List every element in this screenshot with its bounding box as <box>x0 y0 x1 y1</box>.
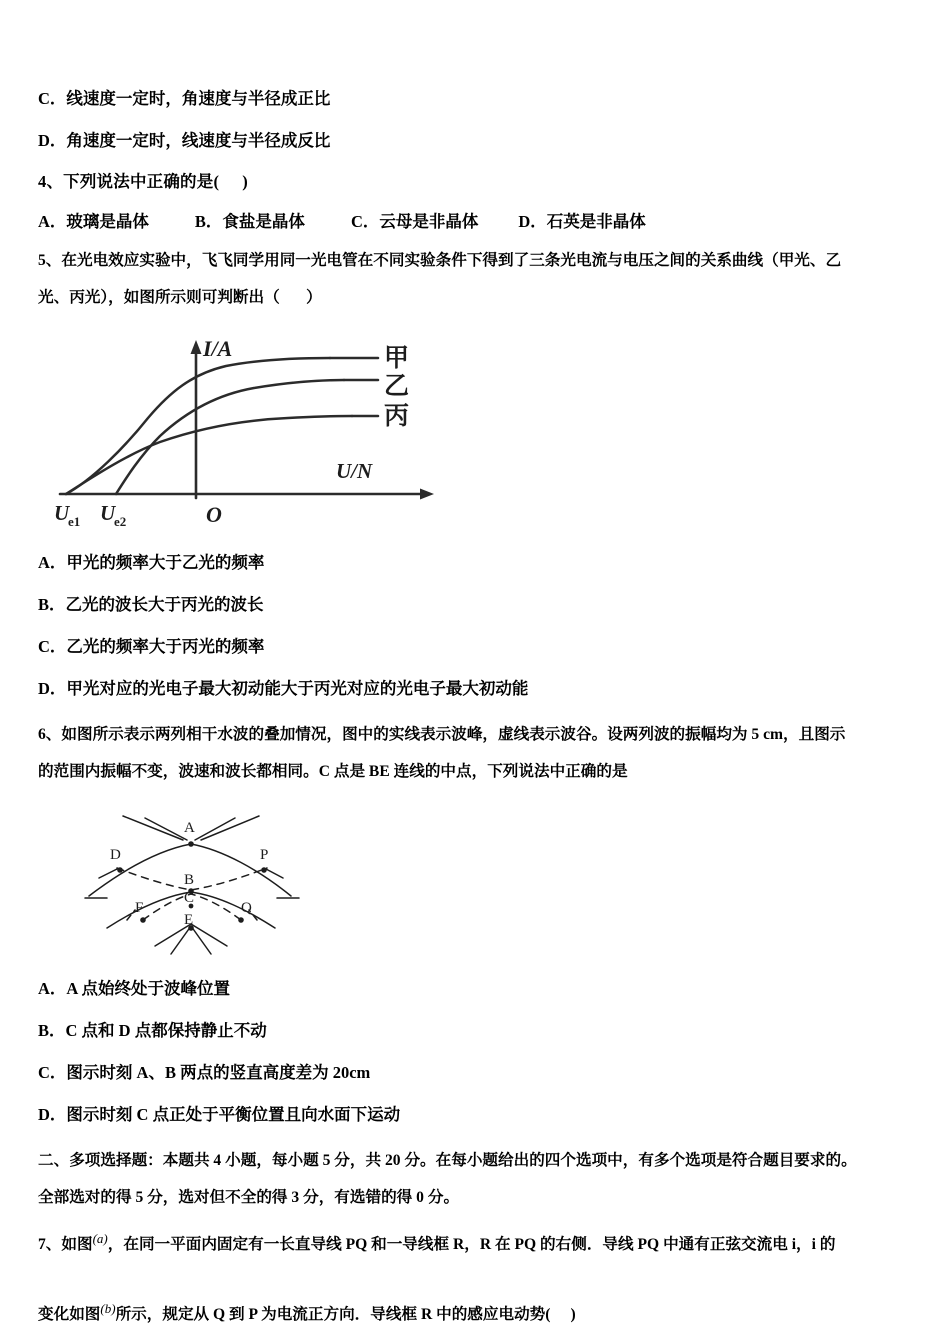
photoelectric-current-voltage-graph <box>48 330 468 535</box>
q4-answer-blank <box>219 172 242 191</box>
curve-label-bing: 丙 <box>384 403 410 430</box>
q4-option-a: A．玻璃是晶体 <box>38 212 149 231</box>
q5-stem-line2-text: 光、丙光），如图所示则可判断出（ <box>38 289 280 306</box>
arc-tick-left-d <box>99 869 117 878</box>
q4-option-b: B．食盐是晶体 <box>194 212 305 231</box>
point-label-p: P <box>260 847 269 863</box>
q5-figure-wrap <box>38 330 916 542</box>
q6-option-b: B．C 点和 D 点都保持静止不动 <box>38 1021 267 1040</box>
q7-line2-part-a: 变化如图 <box>38 1306 101 1324</box>
stop-voltage-2-label: U <box>100 501 116 525</box>
point-dot-p <box>261 867 267 873</box>
q7-answer-blank-close: ) <box>570 1306 577 1324</box>
q6-figure-wrap <box>38 800 916 968</box>
q7-line2-part-b: 所示，规定从 Q 到 P 为电流正方向．导线框 R 中的感应电动势 <box>115 1306 546 1324</box>
point-label-e: E <box>184 912 194 928</box>
q4-stem-text: 4、下列说法中正确的是( <box>38 172 220 191</box>
q4-options <box>38 202 916 242</box>
arc-tick-top-left2 <box>123 816 183 840</box>
q7-figure-ref-a: (a) <box>92 1231 108 1246</box>
stop-voltage-2-sub: e2 <box>114 514 127 529</box>
q4-stem <box>38 162 916 202</box>
x-axis-arrow <box>420 489 434 500</box>
q4-stem-close: ) <box>242 172 248 191</box>
q6-option-d: D．图示时刻 C 点正处于平衡位置且向水面下运动 <box>38 1105 401 1124</box>
q7-line1-part-b: ，在同一平面内固定有一长直导线 PQ 和一导线框 R，R 在 PQ 的右侧．导线 PQ 中通有正弦交流电 i，i 的 <box>107 1236 836 1254</box>
point-label-b: B <box>184 872 195 888</box>
arc-tick-right-p <box>266 869 283 878</box>
q5-answer-blank <box>280 289 306 306</box>
q5-option-b: B．乙光的波长大于丙光的波长 <box>38 595 264 614</box>
q5-stem-line1: 5、在光电效应实验中，飞飞同学用同一光电管在不同实验条件下得到了三条光电流与电压之间的关系曲线（甲光、乙 <box>38 252 842 269</box>
arc-tick-top-left <box>145 818 187 840</box>
y-axis-label: I/A <box>203 336 233 361</box>
q6-option-c: C．图示时刻 A、B 两点的竖直高度差为 20cm <box>38 1063 371 1082</box>
q6-stem-line2: 的范围内振幅不变，波速和波长都相同。C 点是 BE 连线的中点，下列说法中正确的是 <box>38 763 628 780</box>
q3-option-d: D．角速度一定时，线速度与半径成反比 <box>38 131 331 150</box>
point-dot-q <box>238 917 244 923</box>
q4-option-c: C．云母是非晶体 <box>350 212 479 231</box>
point-dot-f <box>140 917 146 923</box>
q5-option-a: A．甲光的频率大于乙光的频率 <box>38 553 265 572</box>
page-content <box>38 78 916 1338</box>
point-label-f: F <box>135 900 144 916</box>
y-axis-arrow <box>191 340 202 354</box>
origin-label: O <box>206 502 222 527</box>
curve-label-yi: 乙 <box>384 373 410 400</box>
q4-option-d: D．石英是非晶体 <box>518 212 646 231</box>
water-wave-interference-diagram <box>83 800 303 960</box>
q7-line1-part-a: 7、如图 <box>38 1236 93 1254</box>
section2-line1: 二、多项选择题：本题共 4 小题，每小题 5 分，共 20 分。在每小题给出的四个选项中，有多个选项是符合题目要求的。 <box>38 1152 857 1169</box>
q5-stem-line2 <box>38 279 916 316</box>
point-label-q: Q <box>241 900 252 916</box>
q5-stem-line2-close: ） <box>306 289 322 306</box>
point-dot-d <box>117 867 123 873</box>
curve-bing <box>66 416 352 494</box>
q7-stem-line2 <box>38 1286 916 1338</box>
q5-option-c: C．乙光的频率大于丙光的频率 <box>38 637 265 656</box>
section2-line2: 全部选对的得 5 分，选对但不全的得 3 分，有选错的得 0 分。 <box>38 1189 460 1206</box>
curve-yi <box>116 380 344 494</box>
q7-answer-blank-open: ( <box>545 1306 551 1324</box>
stop-voltage-1-sub: e1 <box>68 514 81 529</box>
curve-label-jia: 甲 <box>384 345 410 372</box>
q7-stem-line1 <box>38 1216 916 1268</box>
point-label-a: A <box>184 820 195 836</box>
point-dot-a <box>188 841 194 847</box>
q3-option-c: C．线速度一定时，角速度与半径成正比 <box>38 89 331 108</box>
arc-tick-bottom-right <box>191 924 227 946</box>
q6-option-a: A．A 点始终处于波峰位置 <box>38 979 231 998</box>
q7-answer-blank <box>551 1306 571 1323</box>
curve-jia <box>66 358 330 494</box>
x-axis-label: U/N <box>336 459 373 483</box>
point-label-c: C <box>184 890 195 906</box>
q6-stem-line1: 6、如图所示表示两列相干水波的叠加情况，图中的实线表示波峰，虚线表示波谷。设两列波的振幅均为 5 cm，且图示 <box>38 726 846 743</box>
q7-figure-ref-b: (b) <box>100 1301 116 1317</box>
q5-option-d: D．甲光对应的光电子最大初动能大于丙光对应的光电子最大初动能 <box>38 679 529 698</box>
stop-voltage-1-label: U <box>54 501 70 525</box>
arc-tick-top-right2 <box>201 816 259 840</box>
point-label-d: D <box>110 847 121 863</box>
